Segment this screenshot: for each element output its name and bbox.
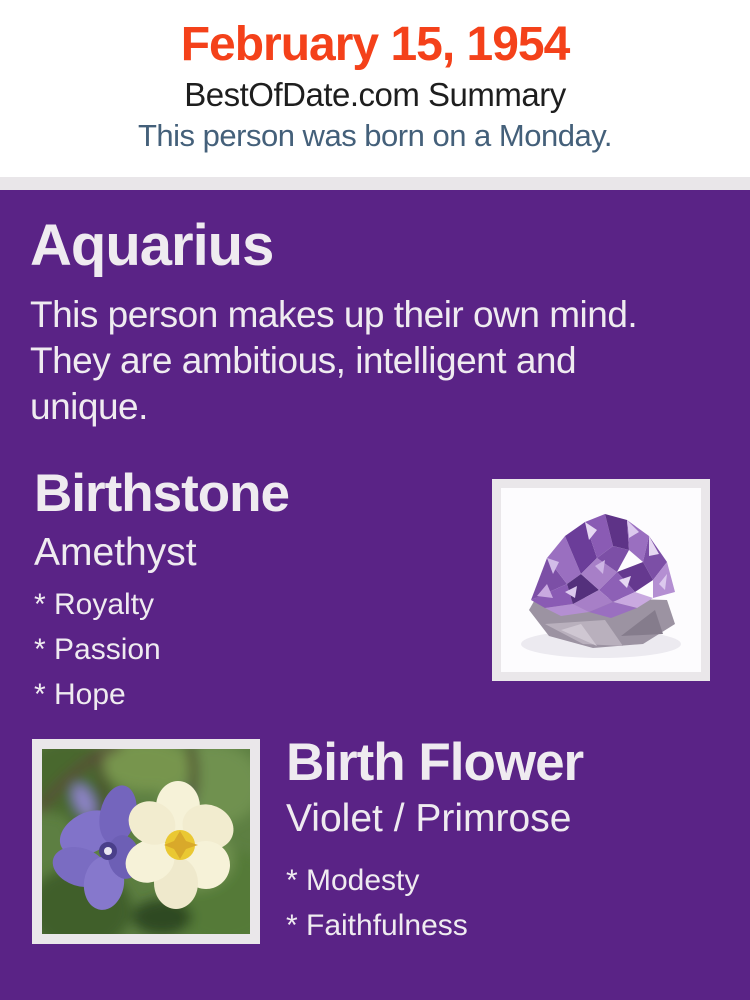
birth-flower-name: Violet / Primrose <box>286 797 572 840</box>
birthstone-trait: * Hope <box>34 678 126 711</box>
zodiac-sign-heading: Aquarius <box>30 213 274 278</box>
birthstone-name: Amethyst <box>34 531 197 574</box>
birth-flower-trait: * Modesty <box>286 864 420 897</box>
birthstone-trait: * Passion <box>34 633 161 666</box>
page-title: February 15, 1954 <box>180 18 570 71</box>
zodiac-description: This person makes up their own mind. They are ambitious, intelligent and unique. <box>30 294 638 427</box>
site-summary-subtitle: BestOfDate.com Summary <box>184 76 566 113</box>
amethyst-illustration <box>501 488 701 672</box>
birthstone-trait-list <box>34 582 161 717</box>
amethyst-photo <box>492 479 710 681</box>
summary-body <box>0 190 750 1000</box>
violet-primrose-photo <box>32 739 260 944</box>
birthstone-trait: * Royalty <box>34 588 155 621</box>
divider-bar <box>0 177 750 190</box>
birth-flower-section <box>286 732 583 948</box>
birthstone-heading: Birthstone <box>34 464 289 523</box>
birth-flower-heading: Birth Flower <box>286 733 584 792</box>
header <box>0 0 750 177</box>
flower-illustration <box>42 749 250 934</box>
weekday-note: This person was born on a Monday. <box>137 118 613 153</box>
birth-flower-trait-list <box>286 858 583 948</box>
birth-flower-trait: * Faithfulness <box>286 909 468 942</box>
